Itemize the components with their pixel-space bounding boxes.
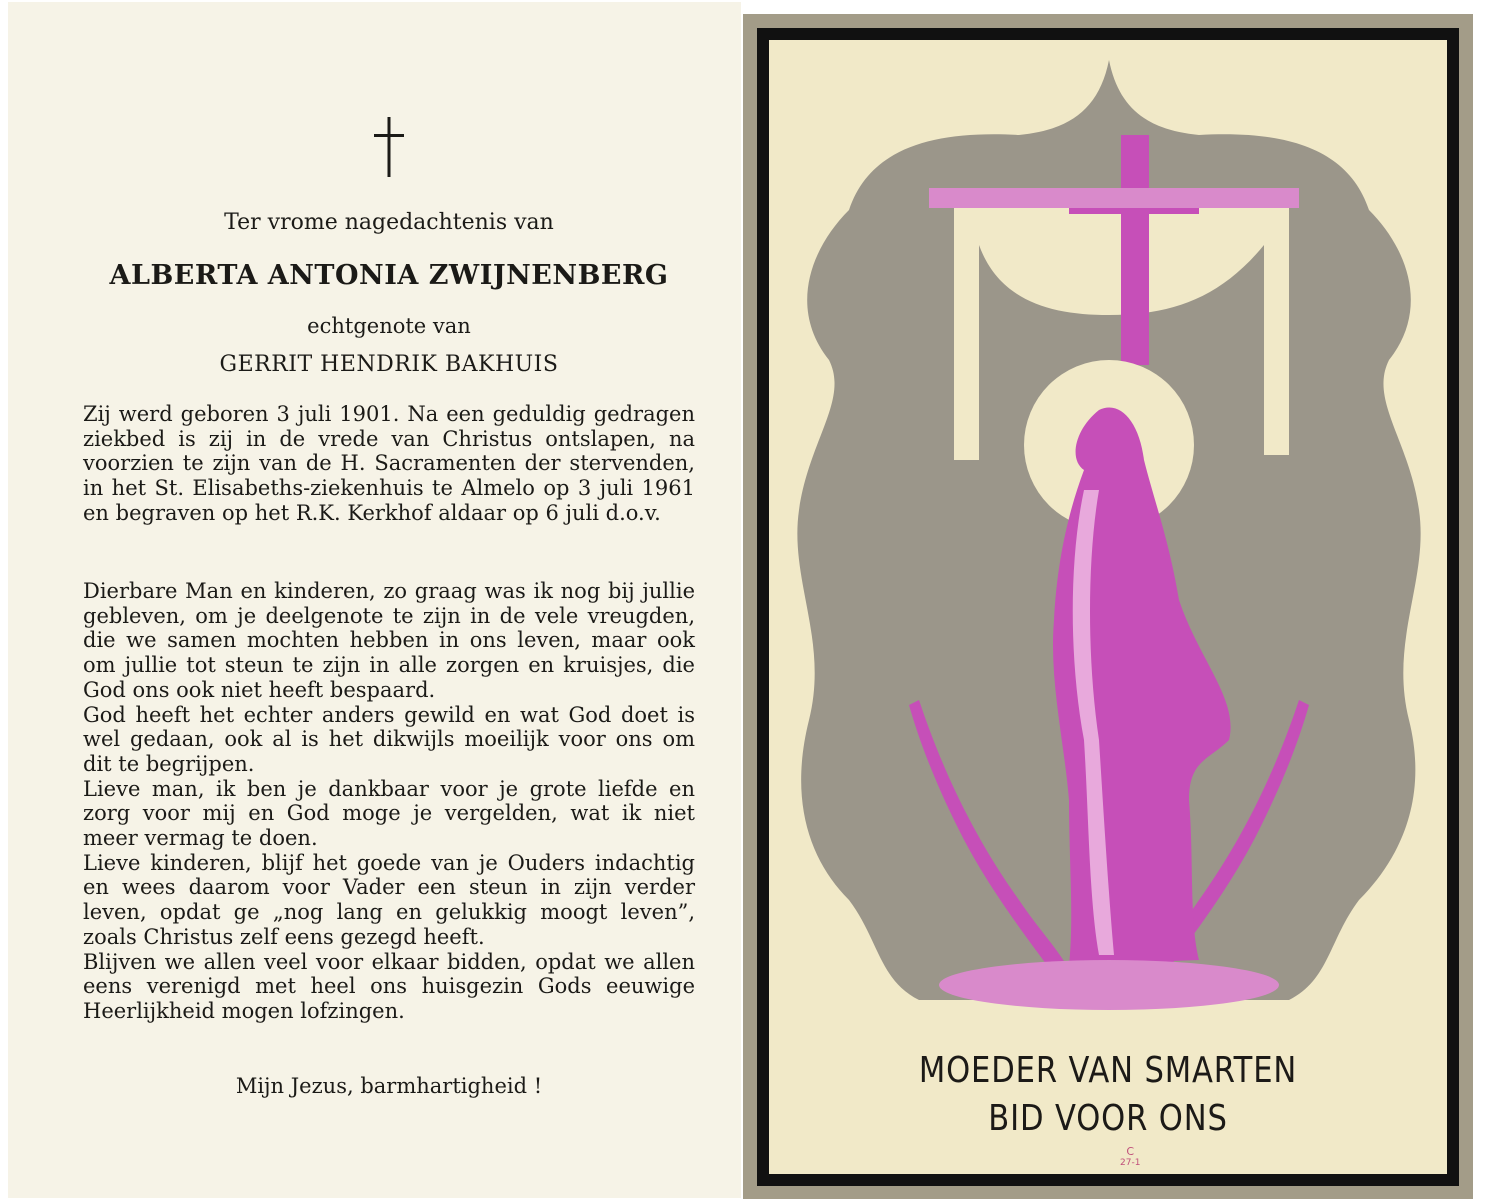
- closing-prayer: Mijn Jezus, barmhartigheid !: [235, 1074, 543, 1098]
- dedication-line: Ter vrome nagedachtenis van: [224, 210, 554, 235]
- cross-bar-top: [929, 188, 1299, 208]
- biography-paragraph: [83, 402, 695, 526]
- farewell-paragraph: Lieve kinderen, blijf het goede van je Ouders indachtig en wees daarom voor Vader een steun in zijn verder leven, opdat ge „nog lang en gelukkig moogt leven”, zoals Christus zelf eens gezegd heeft.: [83, 850, 695, 949]
- relation-line: echtgenote van: [307, 314, 471, 338]
- motto-line-2: BID VOOR ONS: [988, 1098, 1228, 1139]
- memorial-card-picture-side: [743, 14, 1473, 1199]
- farewell-paragraph: God heeft het echter anders gewild en wat God doet is wel gedaan, ook al is het dikwijls moeilijk voor ons om dit te begrijpen.: [83, 702, 695, 776]
- motto-line-1: MOEDER VAN SMARTEN: [918, 1050, 1298, 1091]
- farewell-paragraph: Lieve man, ik ben je dankbaar voor je grote liefde en zorg voor mij en God moge je vergelden, wat ik niet meer vermag te doen.: [83, 776, 695, 851]
- memorial-card-text-side: [8, 2, 741, 1198]
- printer-stamp: [1120, 1145, 1140, 1168]
- picture-panel: [769, 40, 1447, 1174]
- cross-icon: [371, 117, 407, 177]
- farewell-paragraph: Dierbare Man en kinderen, zo graag was ik nog bij jullie gebleven, om je deelgenote te zijn in de vele vreugden, die we samen mochten hebben in ons leven, maar ook om jullie tot steun te zijn in alle zorgen en kruisjes, die God ons ook niet heeft bespaard.: [83, 579, 695, 702]
- cross-vertical-beam: [1121, 135, 1149, 365]
- mater-dolorosa-illustration: [769, 40, 1447, 1174]
- stamp-mark: C: [1126, 1145, 1135, 1158]
- stamp-code: 27-1: [1120, 1158, 1141, 1168]
- spouse-name: GERRIT HENDRIK BAKHUIS: [219, 352, 559, 377]
- deceased-name: ALBERTA ANTONIA ZWIJNENBERG: [109, 260, 669, 291]
- farewell-message: [83, 579, 695, 1024]
- biography-text: Zij werd geboren 3 juli 1901. Na een geduldig gedragen ziekbed is zij in de vrede van Christus ontslapen, na voorzien te zijn van de H. Sacramenten der stervenden, in het St. Elisabeths-ziekenhuis te Almelo op 3 juli 1961 en begraven op het R.K. Kerkhof aldaar op 6 juli d.o.v.: [83, 402, 695, 525]
- ground-mound: [939, 960, 1279, 1010]
- farewell-paragraph: Blijven we allen veel voor elkaar bidden, opdat we allen eens verenigd met heel ons huisgezin Gods eeuwige Heerlijkheid mogen lofzingen.: [83, 949, 695, 1023]
